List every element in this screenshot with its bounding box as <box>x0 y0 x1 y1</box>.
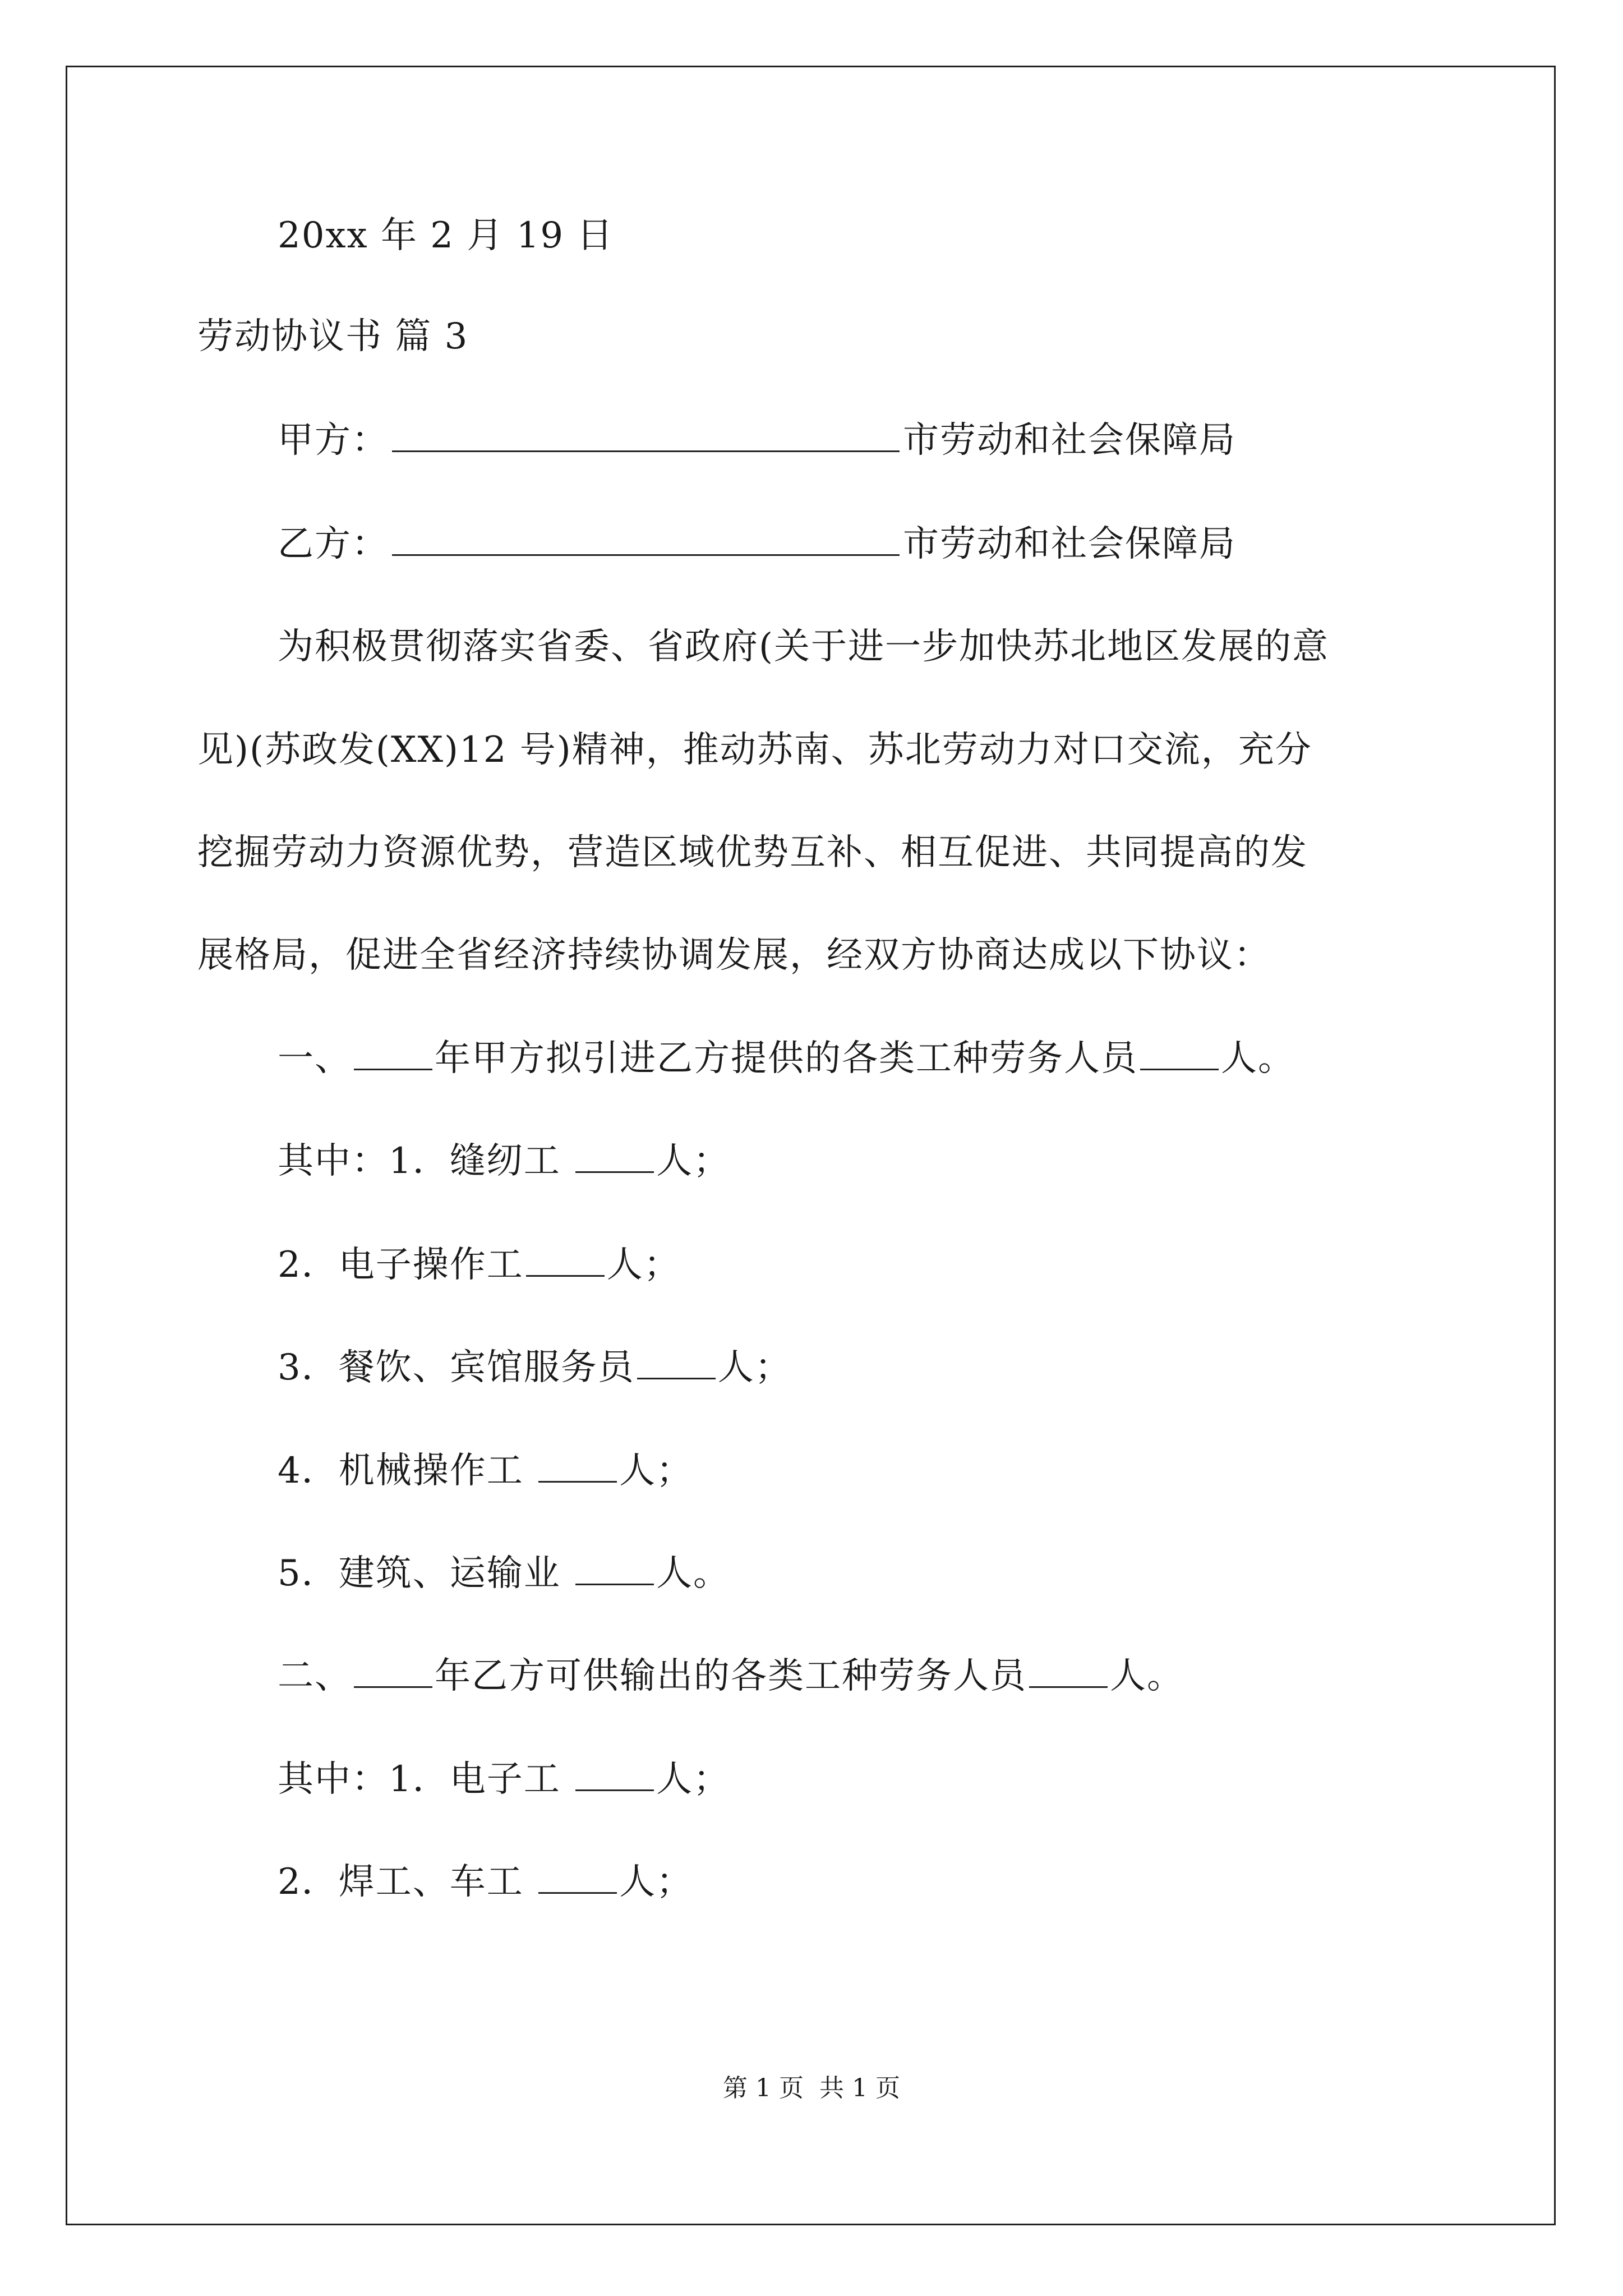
item-blank <box>538 1860 617 1894</box>
clause-1 <box>278 1036 1295 1081</box>
item-blank <box>575 1139 654 1173</box>
intro-line-4: 展格局，促进全省经济持续协调发展，经双方协商达成以下协议： <box>197 935 1271 976</box>
clause-2-prefix: 二、 <box>278 1655 352 1697</box>
party-b-blank <box>392 522 900 556</box>
document-date: 20xx 年 2 月 19 日 <box>278 215 614 256</box>
item-suffix: 人； <box>656 1759 731 1800</box>
clause-1-item-1 <box>278 1139 730 1184</box>
clause-1-count-blank <box>1140 1036 1219 1070</box>
clause-2-item-1 <box>278 1757 730 1802</box>
item-suffix: 人； <box>656 1140 731 1182</box>
clause-2-middle: 年乙方可供输出的各类工种劳务人员 <box>435 1655 1027 1697</box>
clause-1-prefix: 一、 <box>278 1038 352 1079</box>
clause-1-middle: 年甲方拟引进乙方提供的各类工种劳务人员 <box>435 1038 1138 1079</box>
item-blank <box>526 1243 605 1277</box>
clause-1-suffix: 人。 <box>1221 1038 1295 1079</box>
party-a-blank <box>392 418 900 452</box>
page-total: 共 1 页 <box>819 2074 900 2102</box>
item-suffix: 人； <box>619 1861 694 1903</box>
party-b-line <box>278 522 1236 567</box>
clause-2-suffix: 人。 <box>1110 1655 1184 1697</box>
clause-1-item-5 <box>278 1551 730 1596</box>
item-label: 其中：1．电子工 <box>278 1759 574 1800</box>
item-suffix: 人； <box>619 1450 694 1492</box>
party-a-suffix: 市劳动和社会保障局 <box>903 420 1236 461</box>
clause-2-count-blank <box>1029 1654 1108 1688</box>
clause-2-year-blank <box>354 1654 432 1688</box>
item-label: 3．餐饮、宾馆服务员 <box>278 1347 635 1388</box>
clause-1-item-2 <box>278 1243 681 1287</box>
item-blank <box>538 1448 617 1483</box>
page-number: 第 1 页 <box>723 2074 804 2102</box>
page-footer <box>0 2073 1623 2104</box>
item-suffix: 人； <box>717 1347 792 1388</box>
clause-1-item-3 <box>278 1345 792 1390</box>
party-b-suffix: 市劳动和社会保障局 <box>903 523 1236 565</box>
item-blank <box>575 1551 654 1585</box>
clause-1-item-4 <box>278 1448 693 1493</box>
clause-1-year-blank <box>354 1036 432 1070</box>
party-a-label: 甲方： <box>278 420 389 461</box>
item-label: 2．焊工、车工 <box>278 1861 537 1903</box>
intro-line-3: 挖掘劳动力资源优势，营造区域优势互补、相互促进、共同提高的发 <box>197 832 1308 873</box>
document-heading: 劳动协议书 篇 3 <box>197 316 469 357</box>
item-suffix: 人； <box>606 1244 681 1286</box>
intro-line-1: 为积极贯彻落实省委、省政府(关于进一步加快苏北地区发展的意 <box>278 626 1329 668</box>
item-blank <box>575 1757 654 1791</box>
item-suffix: 人。 <box>656 1553 731 1594</box>
clause-2-item-2 <box>278 1860 693 1904</box>
item-label: 5．建筑、运输业 <box>278 1553 574 1594</box>
item-label: 4．机械操作工 <box>278 1450 537 1492</box>
intro-line-2: 见)(苏政发(XX)12 号)精神，推动苏南、苏北劳动力对口交流，充分 <box>197 729 1312 771</box>
party-b-label: 乙方： <box>278 523 389 565</box>
clause-2 <box>278 1654 1184 1699</box>
item-label: 2．电子操作工 <box>278 1244 524 1286</box>
item-label: 其中：1．缝纫工 <box>278 1140 574 1182</box>
item-blank <box>637 1345 716 1379</box>
party-a-line <box>278 418 1236 463</box>
